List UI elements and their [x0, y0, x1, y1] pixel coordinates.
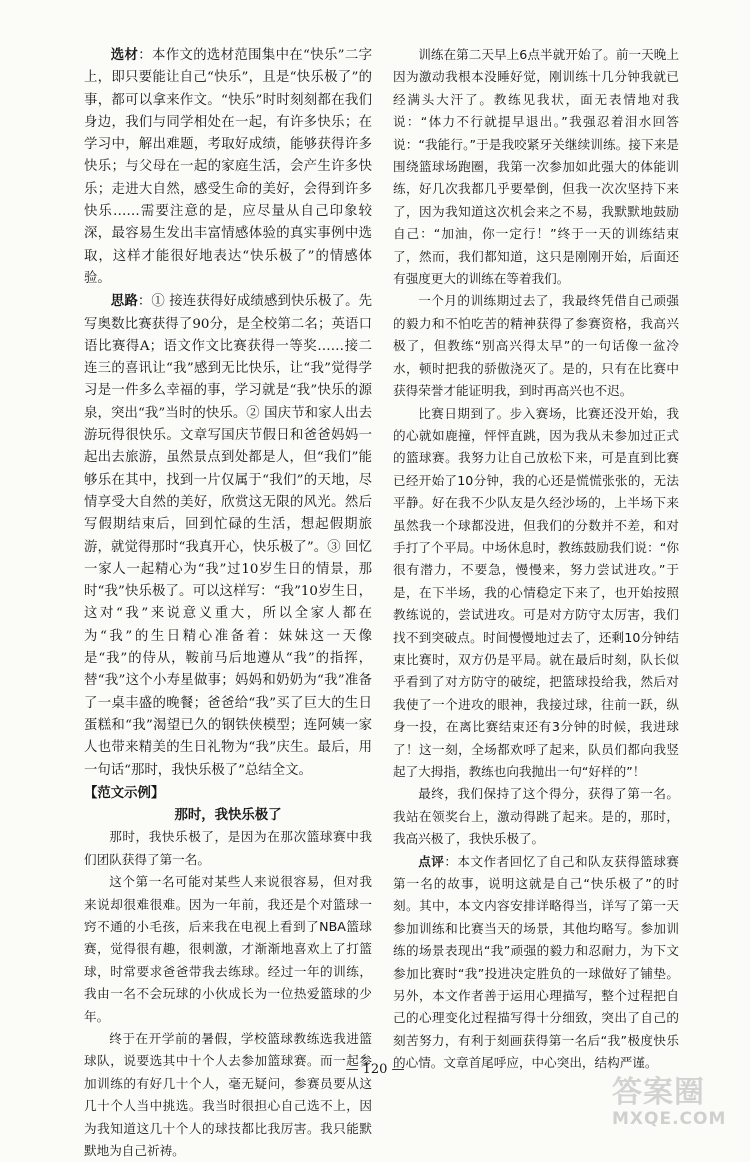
topic-paragraph: [84, 44, 372, 290]
idea-paragraph: [84, 290, 372, 782]
watermark-text: 答案圈: [612, 1075, 705, 1110]
watermark-logo: [612, 1076, 742, 1130]
left-column: [84, 44, 372, 1162]
essay-paragraph: 训练在第二天早上6点半就开始了。前一天晚上因为激动我根本没睡好觉，刚训练十几分钟我就已经满头大汗了。教练见我状，面无表情地对我说：“体力不行就提早退出。”我强忍着泪水回答说：“我能行。”于是我咬紧牙关继续训练。接下来是围绕篮球场跑圈，我第一次参加如此强大的体能训练，好几次我都几乎要晕倒，但我一次次坚持下来了，因为我知道这次机会来之不易，我默默地鼓励自己：“加油，你一定行！”终于一天的训练结束了，然而，我们都知道，这只是刚刚开始，后面还有强度更大的训练在等着我们。: [393, 47, 679, 287]
comment-text: ：本文作者回忆了自己和队友获得篮球赛第一名的故事，说明这就是自己“快乐极了”的时刻。其中，本文内容安排详略得当，详写了第一天参加训练和比赛当天的场景，其他均略写。参加训练的场景表现出“我”顽强的毅力和忍耐力，为下文参加比赛时“我”投进决定胜负的一球做好了铺垫。另外，本文作者善于运用心理描写，整个过程把自己的心理变化过程描写得十分细致，突出了自己的刻苦努力，有利于刻画获得第一名后“我”极度快乐的心情。文章首尾呼应，中心突出，结构严谨。: [393, 853, 680, 1071]
essay-paragraph: 那时，我快乐极了，是因为在那次篮球赛中我们团队获得了第一名。: [84, 829, 372, 867]
section-heading: 【范文示例】: [84, 784, 165, 801]
topic-text: ：本作文的选材范围集中在“快乐”二字上，即只要能让自己“快乐”，且是“快乐极了”的事，都可以拿来作文。“快乐”时时刻刻都在我们身边，我们与同学相处在一起，有许多快乐；在学习中，解出难题，考取好成绩，能够获得许多快乐；与父母在一起的家庭生活，会产生许多快乐；走进大自然，感受生命的美好，会得到许多快乐……需要注意的是，应尽量从自己印象较深，最容易生发出丰富情感体验的真实事例中选取，这样才能很好地表达“快乐极了”的情感体验。: [84, 48, 372, 286]
watermark-url: MXQE.COM: [612, 1109, 727, 1129]
essay-paragraph: 这个第一名可能对某些人来说很容易，但对我来说却很难很难。因为一年前，我还是个对篮球一窍不通的小毛孩，后来我在电视上看到了NBA篮球赛，觉得很有趣，很刺激，才渐渐地喜欢上了打篮球，时常要求爸爸带我去练球。经过一年的训练，我由一名不会玩球的小伙成长为一位热爱篮球的少年。: [84, 874, 372, 1024]
idea-label: 思路: [110, 293, 138, 310]
topic-label: 选材: [110, 47, 139, 63]
essay-paragraph: 最终，我们保持了这个得分，获得了第一名。我站在领奖台上，激动得跳了起来。是的，那时，我高兴极了，我快乐极了。: [393, 786, 679, 847]
page-number: — 120 —: [345, 1062, 405, 1077]
comment-paragraph: [393, 851, 679, 1075]
essay-paragraph: 终于在开学前的暑假，学校篮球教练选我进篮球队，说要选其中十个人去参加篮球赛。而一起参加训练的有好几十个人，毫无疑问，参赛员要从这几十个人当中挑选。我当时很担心自己选不上，因为我知道这几十个人的球技都比我厉害。我只能默默地为自己祈祷。: [84, 1031, 372, 1159]
essay-title: 那时，我快乐极了: [174, 807, 282, 824]
comment-label: 点评: [418, 853, 445, 869]
essay-paragraph: 比赛日期到了。步入赛场，比赛还没开始，我的心就如鹿撞，怦怦直跳，因为我从未参加过正式的篮球赛。我努力让自己放松下来，可是直到比赛已经开始了10分钟，我的心还是慌慌张张的，无法平静。好在我不少队友是久经沙场的，上半场下来虽然我一个球都没进，但我们的分数并不差，和对手打了个平局。中场休息时，教练鼓励我们说：“你很有潜力，不要急，慢慢来，努力尝试进攻。”于是，在下半场，我的心情稳定下来了，也开始按照教练说的，尝试进攻。可是对方防守太厉害，我们找不到突破点。时间慢慢地过去了，还剩10分钟结束比赛时，双方仍是平局。就在最后时刻，队长似乎看到了对方防守的破绽，把篮球投给我，然后对我使了一个进攻的眼神，我接过球，往前一跃，纵身一投，在离比赛结束还有3分钟的时候，我进球了！这一刻，全场都欢呼了起来，队员们都向我竖起了大拇指，教练也向我抛出一句“好样的”！: [393, 405, 679, 779]
idea-text: ：① 接连获得好成绩感到快乐极了。先写奥数比赛获得了90分，是全校第二名；英语口语比赛得A；语文作文比赛获得一等奖……接二连三的喜讯让“我”感到无比快乐，让“我”觉得学习是一件多么幸福的事，学习就是“我”快乐的源泉，突出“我”当时的快乐。② 国庆节和家人出去游玩得很快乐。文章写国庆节假日和爸爸妈妈一起出去旅游，虽然景点到处都是人，但“我们”能够乐在其中，找到一片仅属于“我们”的天地，尽情享受大自然的美好，欣赏这无限的风光。然后写假期结束后，回到忙碌的生活，想起假期旅游，就觉得那时“我真开心，快乐极了”。③ 回忆一家人一起精心为“我”过10岁生日的情景，那时“我”快乐极了。可以这样写：“我”10岁生日，这对“我”来说意义重大，所以全家人都在为“我”的生日精心准备着：妹妹这一天像是“我”的侍从，鞍前马后地遵从“我”的指挥，替“我”这个小寿星做事；妈妈和奶奶为“我”准备了一桌丰盛的晚餐；爸爸给“我”买了巨大的生日蛋糕和“我”渴望已久的钢铁侠模型；连阿姨一家人也带来精美的生日礼物为“我”庆生。最后，用一句话“那时，我快乐极了”总结全文。: [84, 294, 372, 778]
right-column: [393, 44, 679, 1075]
essay-body-left: [84, 826, 372, 1162]
essay-paragraph: 一个月的训练期过去了，我最终凭借自己顽强的毅力和不怕吃苦的精神获得了参赛资格，我高兴极了，但教练“别高兴得太早”的一句话像一盆冷水，顿时把我的骄傲浇灭了。是的，只有在比赛中获得荣誉才能证明我，到时再高兴也不迟。: [393, 293, 679, 399]
